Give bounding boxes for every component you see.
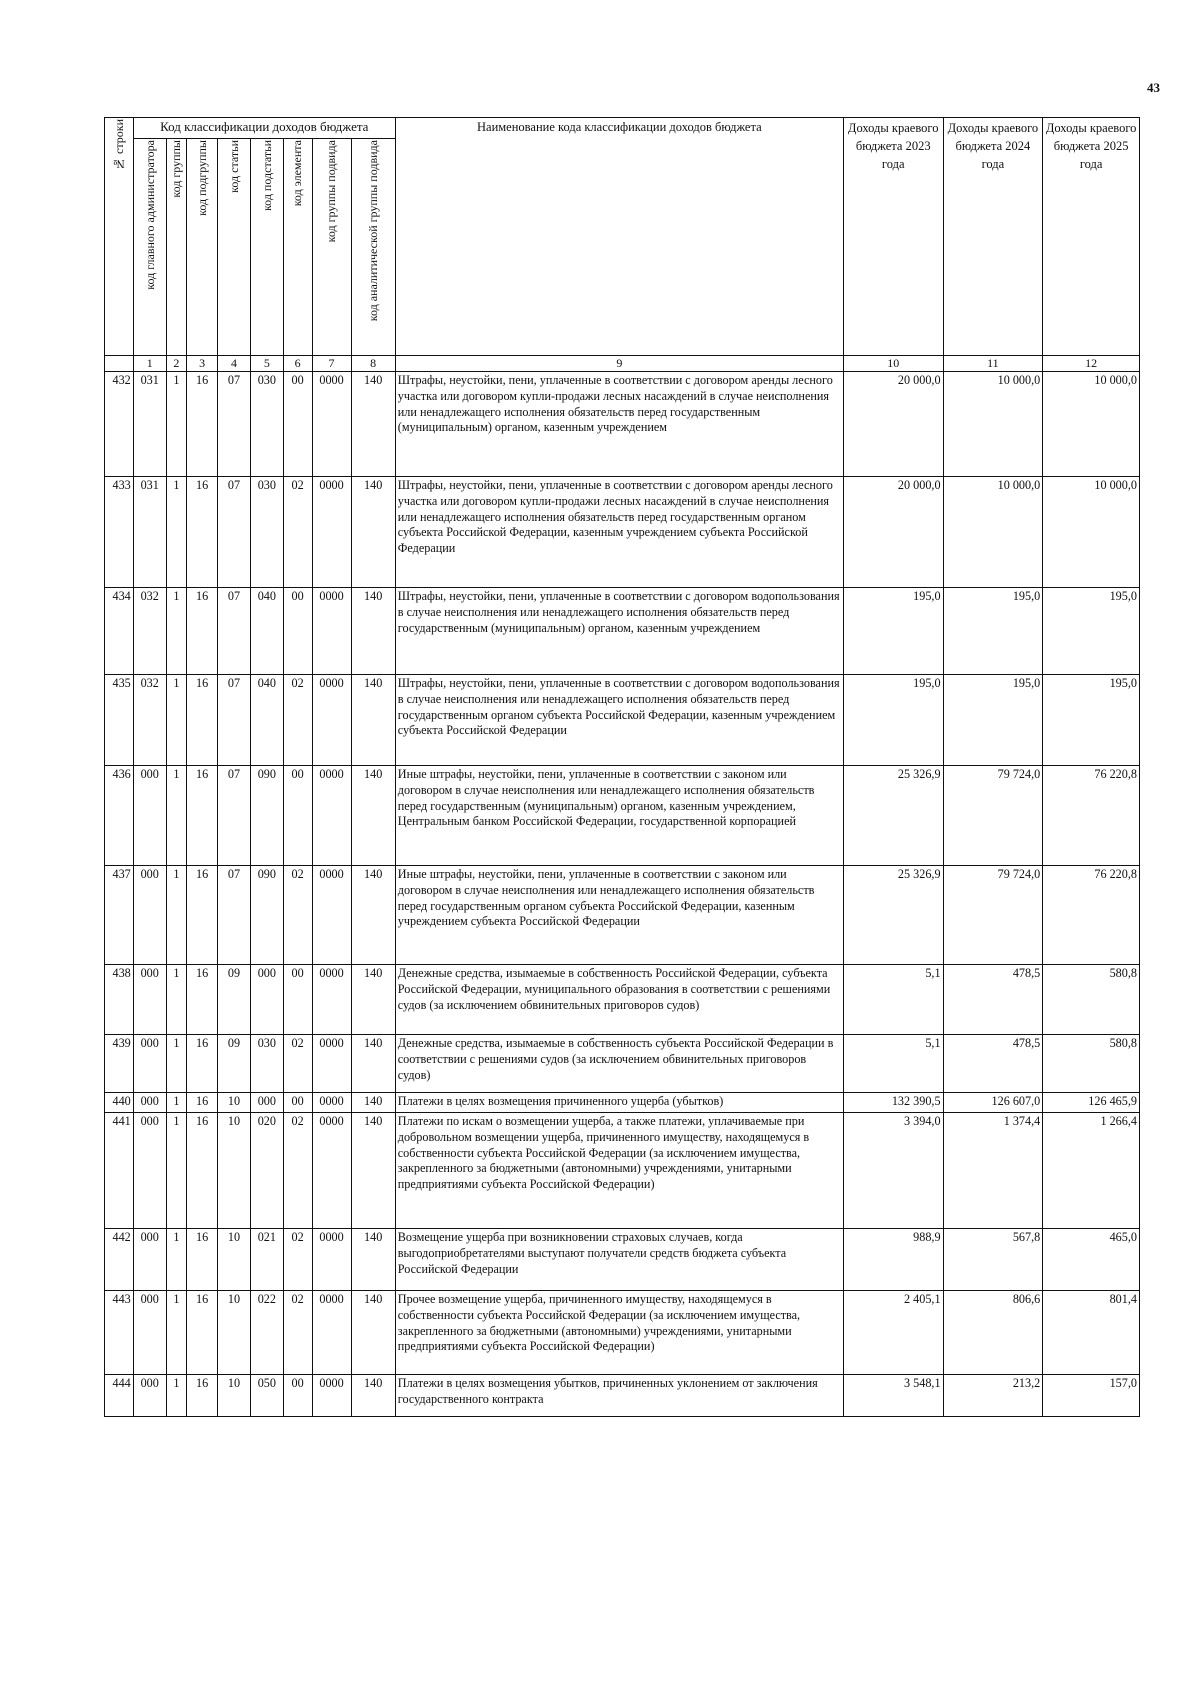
group-code: 1	[166, 1113, 187, 1229]
income-2024-value: 79 724,0	[943, 766, 1043, 866]
subarticle-code: 020	[250, 1113, 283, 1229]
subtype-group-code: 0000	[312, 1035, 351, 1093]
analytic-group-code: 140	[351, 477, 395, 588]
income-2023-value: 988,9	[843, 1229, 943, 1291]
analytic-group-code: 140	[351, 965, 395, 1035]
element-code: 00	[283, 372, 312, 477]
group-code: 1	[166, 866, 187, 965]
subtype-group-code: 0000	[312, 675, 351, 766]
subarticle-code: 050	[250, 1375, 283, 1417]
column-number: 11	[943, 356, 1043, 372]
income-2025-value: 10 000,0	[1043, 477, 1140, 588]
row-number: 441	[105, 1113, 134, 1229]
income-2024-value: 195,0	[943, 588, 1043, 675]
income-2023-value: 2 405,1	[843, 1291, 943, 1375]
subtype-group-code: 0000	[312, 1291, 351, 1375]
income-2024-value: 126 607,0	[943, 1093, 1043, 1113]
group-code: 1	[166, 588, 187, 675]
income-2023-value: 195,0	[843, 588, 943, 675]
row-number: 433	[105, 477, 134, 588]
table-row	[105, 1113, 1140, 1229]
income-2025-value: 10 000,0	[1043, 372, 1140, 477]
income-name: Штрафы, неустойки, пени, уплаченные в соответствии с договором водопользования в случае неисполнения или ненадлежащего исполнения обязательств перед государственным органом субъекта Российской Федерации, казенным учреждением субъекта Российской Федерации	[395, 675, 843, 766]
group-code: 1	[166, 1229, 187, 1291]
article-code: 10	[218, 1291, 251, 1375]
column-number: 12	[1043, 356, 1140, 372]
subarticle-code: 030	[250, 477, 283, 588]
income-2024-value: 213,2	[943, 1375, 1043, 1417]
table-row	[105, 866, 1140, 965]
element-code: 02	[283, 1035, 312, 1093]
subarticle-code: 090	[250, 766, 283, 866]
element-code: 00	[283, 965, 312, 1035]
admin-code: 000	[133, 1093, 166, 1113]
article-code: 09	[218, 965, 251, 1035]
admin-code: 031	[133, 477, 166, 588]
income-2024-value: 806,6	[943, 1291, 1043, 1375]
analytic-group-code: 140	[351, 1291, 395, 1375]
income-2025-value: 580,8	[1043, 1035, 1140, 1093]
column-number: 3	[187, 356, 218, 372]
income-2023-value: 25 326,9	[843, 866, 943, 965]
income-name: Возмещение ущерба при возникновении страховых случаев, когда выгодоприобретателями выступают получатели средств бюджета субъекта Российской Федерации	[395, 1229, 843, 1291]
income-2025-value: 580,8	[1043, 965, 1140, 1035]
subtype-group-code: 0000	[312, 1375, 351, 1417]
header-group-row	[105, 118, 1140, 139]
income-2024-value: 10 000,0	[943, 372, 1043, 477]
row-number: 442	[105, 1229, 134, 1291]
admin-code: 000	[133, 965, 166, 1035]
income-2025-value: 801,4	[1043, 1291, 1140, 1375]
subgroup-code: 16	[187, 1093, 218, 1113]
header-income-2023: Доходы краевого бюджета 2023 года	[843, 118, 943, 356]
element-code: 02	[283, 477, 312, 588]
article-code: 09	[218, 1035, 251, 1093]
table-row	[105, 477, 1140, 588]
column-number: 10	[843, 356, 943, 372]
group-code: 1	[166, 1093, 187, 1113]
row-number: 437	[105, 866, 134, 965]
income-2025-value: 76 220,8	[1043, 866, 1140, 965]
group-code: 1	[166, 675, 187, 766]
header-income-2024: Доходы краевого бюджета 2024 года	[943, 118, 1043, 356]
income-2025-value: 195,0	[1043, 675, 1140, 766]
table-row	[105, 766, 1140, 866]
subgroup-code: 16	[187, 477, 218, 588]
analytic-group-code: 140	[351, 1113, 395, 1229]
subtype-group-code: 0000	[312, 965, 351, 1035]
subtype-group-code: 0000	[312, 1229, 351, 1291]
income-2023-value: 5,1	[843, 1035, 943, 1093]
header-article-code: код статьи	[218, 139, 251, 356]
row-number: 438	[105, 965, 134, 1035]
income-2024-value: 567,8	[943, 1229, 1043, 1291]
header-subtype-group-code: код группы подвида	[312, 139, 351, 356]
element-code: 00	[283, 1093, 312, 1113]
income-2024-value: 478,5	[943, 965, 1043, 1035]
column-number: 8	[351, 356, 395, 372]
income-2025-value: 157,0	[1043, 1375, 1140, 1417]
income-2024-value: 79 724,0	[943, 866, 1043, 965]
element-code: 00	[283, 588, 312, 675]
admin-code: 032	[133, 588, 166, 675]
analytic-group-code: 140	[351, 1093, 395, 1113]
income-2025-value: 195,0	[1043, 588, 1140, 675]
group-code: 1	[166, 1035, 187, 1093]
element-code: 00	[283, 1375, 312, 1417]
element-code: 02	[283, 1229, 312, 1291]
analytic-group-code: 140	[351, 372, 395, 477]
row-number: 434	[105, 588, 134, 675]
analytic-group-code: 140	[351, 588, 395, 675]
row-number: 432	[105, 372, 134, 477]
column-number: 1	[133, 356, 166, 372]
article-code: 10	[218, 1375, 251, 1417]
group-code: 1	[166, 372, 187, 477]
article-code: 07	[218, 372, 251, 477]
article-code: 07	[218, 675, 251, 766]
admin-code: 000	[133, 1229, 166, 1291]
analytic-group-code: 140	[351, 1375, 395, 1417]
row-number: 443	[105, 1291, 134, 1375]
subgroup-code: 16	[187, 372, 218, 477]
element-code: 02	[283, 1291, 312, 1375]
admin-code: 000	[133, 1375, 166, 1417]
header-admin-code: код главного администратора	[133, 139, 166, 356]
income-name: Штрафы, неустойки, пени, уплаченные в соответствии с договором аренды лесного участка или договором купли-продажи лесных насаждений в случае неисполнения или ненадлежащего исполнения обязательств перед государственным органом субъекта Российской Федерации, казенным учреждением субъекта Российской Федерации	[395, 477, 843, 588]
article-code: 07	[218, 766, 251, 866]
income-2023-value: 195,0	[843, 675, 943, 766]
subarticle-code: 090	[250, 866, 283, 965]
admin-code: 000	[133, 1291, 166, 1375]
analytic-group-code: 140	[351, 1035, 395, 1093]
article-code: 10	[218, 1093, 251, 1113]
subarticle-code: 040	[250, 675, 283, 766]
article-code: 07	[218, 477, 251, 588]
header-subarticle-code: код подстатьи	[250, 139, 283, 356]
budget-income-table	[104, 117, 1140, 1417]
income-2023-value: 3 394,0	[843, 1113, 943, 1229]
article-code: 10	[218, 1229, 251, 1291]
subarticle-code: 021	[250, 1229, 283, 1291]
income-name: Денежные средства, изымаемые в собственность Российской Федерации, субъекта Российской Федерации, муниципального образования в соответствии с решениями судов (за исключением обвинительных приговоров судов)	[395, 965, 843, 1035]
row-number: 444	[105, 1375, 134, 1417]
income-2023-value: 132 390,5	[843, 1093, 943, 1113]
subgroup-code: 16	[187, 1035, 218, 1093]
admin-code: 000	[133, 1035, 166, 1093]
header-group-code: код группы	[166, 139, 187, 356]
admin-code: 031	[133, 372, 166, 477]
subgroup-code: 16	[187, 588, 218, 675]
header-income-2025: Доходы краевого бюджета 2025 года	[1043, 118, 1140, 356]
income-2025-value: 465,0	[1043, 1229, 1140, 1291]
article-code: 10	[218, 1113, 251, 1229]
header-analytic-group-code: код аналитической группы подвида	[351, 139, 395, 356]
article-code: 07	[218, 866, 251, 965]
analytic-group-code: 140	[351, 675, 395, 766]
group-code: 1	[166, 1291, 187, 1375]
group-code: 1	[166, 477, 187, 588]
group-code: 1	[166, 1375, 187, 1417]
analytic-group-code: 140	[351, 766, 395, 866]
header-row-number: № строки	[105, 118, 134, 356]
subtype-group-code: 0000	[312, 1113, 351, 1229]
row-number: 436	[105, 766, 134, 866]
group-code: 1	[166, 766, 187, 866]
article-code: 07	[218, 588, 251, 675]
income-2023-value: 20 000,0	[843, 477, 943, 588]
income-name: Платежи по искам о возмещении ущерба, а также платежи, уплачиваемые при добровольном возмещении ущерба, причиненного имуществу, находящемуся в собственности субъекта Российской Федерации (за исключением имущества, закрепленного за бюджетными (автономными) учреждениями, унитарными предприятиями субъекта Российской Федерации)	[395, 1113, 843, 1229]
element-code: 02	[283, 866, 312, 965]
subtype-group-code: 0000	[312, 477, 351, 588]
subgroup-code: 16	[187, 866, 218, 965]
subtype-group-code: 0000	[312, 866, 351, 965]
page-number: 43	[1147, 80, 1160, 95]
subtype-group-code: 0000	[312, 1093, 351, 1113]
table-row	[105, 1229, 1140, 1291]
table-row	[105, 1375, 1140, 1417]
subarticle-code: 040	[250, 588, 283, 675]
element-code: 00	[283, 766, 312, 866]
income-name: Денежные средства, изымаемые в собственность субъекта Российской Федерации в соответствии с решениями судов (за исключением обвинительных приговоров судов)	[395, 1035, 843, 1093]
income-2023-value: 25 326,9	[843, 766, 943, 866]
column-number: 5	[250, 356, 283, 372]
subarticle-code: 000	[250, 965, 283, 1035]
subgroup-code: 16	[187, 1291, 218, 1375]
subgroup-code: 16	[187, 965, 218, 1035]
row-number: 435	[105, 675, 134, 766]
header-name: Наименование кода классификации доходов бюджета	[395, 118, 843, 356]
income-name: Платежи в целях возмещения причиненного ущерба (убытков)	[395, 1093, 843, 1113]
admin-code: 000	[133, 1113, 166, 1229]
table-row	[105, 965, 1140, 1035]
header-subgroup-code: код подгруппы	[187, 139, 218, 356]
income-name: Иные штрафы, неустойки, пени, уплаченные в соответствии с законом или договором в случае неисполнения или ненадлежащего исполнения обязательств перед государственным органом субъекта Российской Федерации, казенным учреждением субъекта Российской Федерации	[395, 866, 843, 965]
income-name: Платежи в целях возмещения убытков, причиненных уклонением от заключения государственного контракта	[395, 1375, 843, 1417]
table-row	[105, 588, 1140, 675]
income-2025-value: 1 266,4	[1043, 1113, 1140, 1229]
column-number: 2	[166, 356, 187, 372]
element-code: 02	[283, 675, 312, 766]
income-2023-value: 20 000,0	[843, 372, 943, 477]
income-2024-value: 10 000,0	[943, 477, 1043, 588]
subtype-group-code: 0000	[312, 372, 351, 477]
table-row	[105, 1291, 1140, 1375]
column-number: 7	[312, 356, 351, 372]
subgroup-code: 16	[187, 1375, 218, 1417]
income-name: Прочее возмещение ущерба, причиненного имуществу, находящемуся в собственности субъекта Российской Федерации (за исключением имущества, закрепленного за бюджетными (автономными) учреждениями, унитарными предприятиями субъекта Российской Федерации)	[395, 1291, 843, 1375]
subtype-group-code: 0000	[312, 588, 351, 675]
subarticle-code: 000	[250, 1093, 283, 1113]
subgroup-code: 16	[187, 1113, 218, 1229]
income-name: Штрафы, неустойки, пени, уплаченные в соответствии с договором аренды лесного участка или договором купли-продажи лесных насаждений в случае неисполнения или ненадлежащего исполнения обязательств перед государственным (муниципальным) органом, казенным учреждением	[395, 372, 843, 477]
subarticle-code: 030	[250, 372, 283, 477]
subarticle-code: 030	[250, 1035, 283, 1093]
income-2024-value: 1 374,4	[943, 1113, 1043, 1229]
analytic-group-code: 140	[351, 866, 395, 965]
income-2023-value: 5,1	[843, 965, 943, 1035]
income-2025-value: 76 220,8	[1043, 766, 1140, 866]
income-2024-value: 195,0	[943, 675, 1043, 766]
element-code: 02	[283, 1113, 312, 1229]
column-number: 6	[283, 356, 312, 372]
header-element-code: код элемента	[283, 139, 312, 356]
column-number: 4	[218, 356, 251, 372]
subarticle-code: 022	[250, 1291, 283, 1375]
admin-code: 032	[133, 675, 166, 766]
header-classification-group: Код классификации доходов бюджета	[133, 118, 395, 139]
column-number-blank	[105, 356, 134, 372]
income-2024-value: 478,5	[943, 1035, 1043, 1093]
admin-code: 000	[133, 866, 166, 965]
column-number: 9	[395, 356, 843, 372]
subgroup-code: 16	[187, 1229, 218, 1291]
column-number-row	[105, 356, 1140, 372]
subtype-group-code: 0000	[312, 766, 351, 866]
subgroup-code: 16	[187, 675, 218, 766]
table-row	[105, 675, 1140, 766]
table-row	[105, 372, 1140, 477]
group-code: 1	[166, 965, 187, 1035]
row-number: 440	[105, 1093, 134, 1113]
subgroup-code: 16	[187, 766, 218, 866]
income-2025-value: 126 465,9	[1043, 1093, 1140, 1113]
analytic-group-code: 140	[351, 1229, 395, 1291]
income-2023-value: 3 548,1	[843, 1375, 943, 1417]
admin-code: 000	[133, 766, 166, 866]
table-row	[105, 1093, 1140, 1113]
income-name: Иные штрафы, неустойки, пени, уплаченные в соответствии с законом или договором в случае неисполнения или ненадлежащего исполнения обязательств перед государственным (муниципальным) органом, казенным учреждением, Центральным банком Российской Федерации, государственной корпорацией	[395, 766, 843, 866]
income-name: Штрафы, неустойки, пени, уплаченные в соответствии с договором водопользования в случае неисполнения или ненадлежащего исполнения обязательств перед государственным (муниципальным) органом, казенным учреждением	[395, 588, 843, 675]
row-number: 439	[105, 1035, 134, 1093]
table-row	[105, 1035, 1140, 1093]
